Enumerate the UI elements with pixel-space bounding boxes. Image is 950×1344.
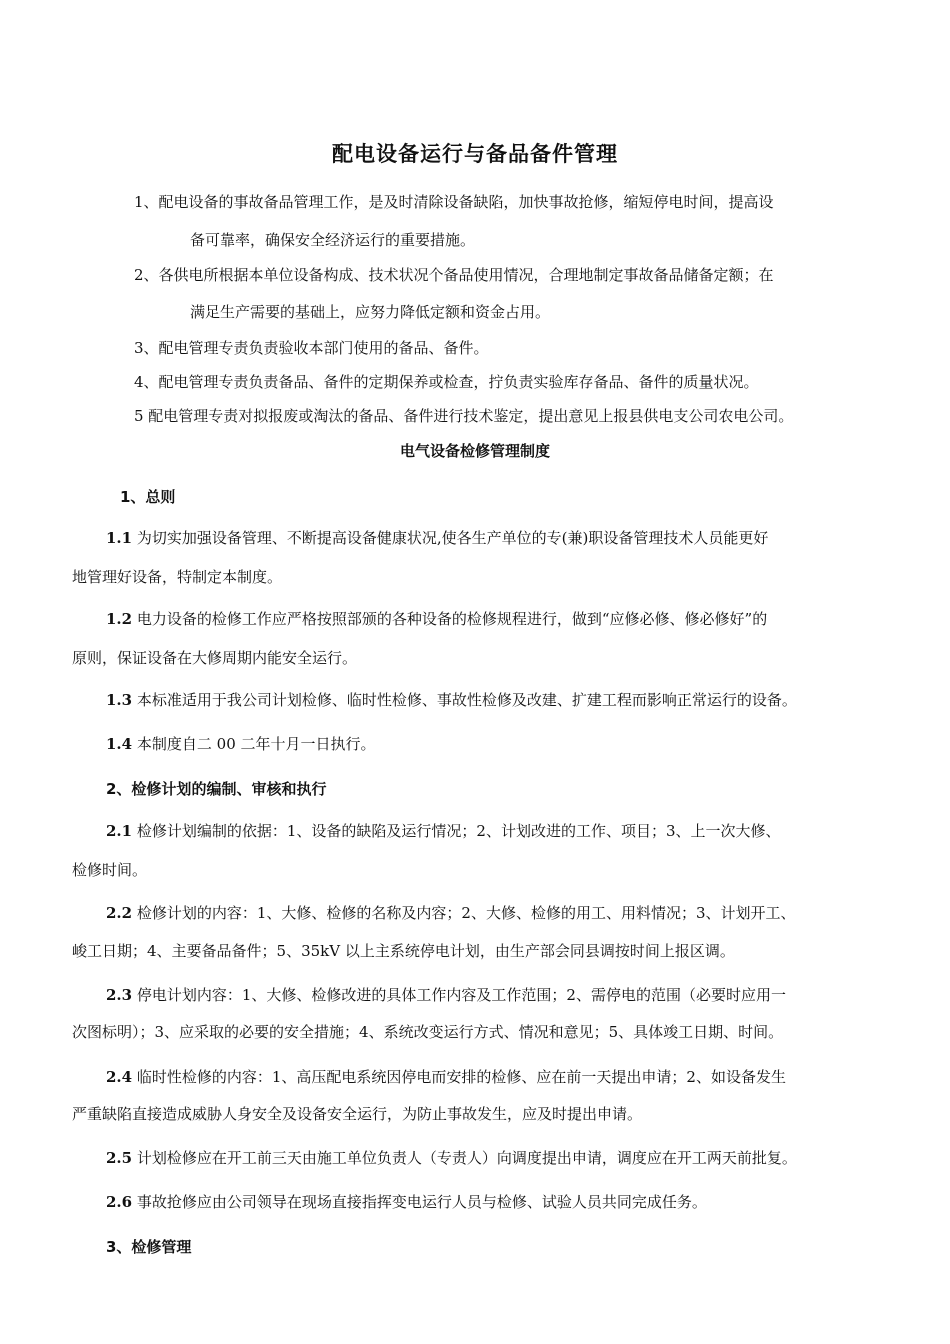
section-subtitle: 电气设备检修管理制度 xyxy=(399,442,550,460)
section-1-heading: 1、总则 xyxy=(120,488,176,506)
clause-text: 检修计划的内容：1、大修、检修的名称及内容；2、大修、检修的用工、用料情况；3、计划开工、 xyxy=(132,904,796,922)
clause-text: 停电计划内容：1、大修、检修改进的具体工作内容及工作范围；2、需停电的范围（必要时应用一 xyxy=(132,986,786,1004)
clause-number: 2.3 xyxy=(106,986,133,1004)
clause-text: 为切实加强设备管理、不断提高设备健康状况,使各生产单位的专(兼)职设备管理技术人员能更好 xyxy=(132,529,769,547)
clause-2-4-continued: 严重缺陷直接造成威胁人身安全及设备安全运行，为防止事故发生，应及时提出申请。 xyxy=(72,1105,643,1123)
clause-2-2-continued: 峻工日期；4、主要备品备件；5、35kV 以上主系统停电计划，由生产部会同县调按时间上报区调。 xyxy=(72,942,735,960)
clause-text: 电力设备的检修工作应严格按照部颁的各种设备的检修规程进行，做到“应修必修、修必修好”的 xyxy=(132,610,768,628)
clause-1-1-continued: 地管理好设备，特制定本制度。 xyxy=(72,568,283,586)
clause-2-5 xyxy=(106,1147,797,1169)
section-3-heading: 3、检修管理 xyxy=(106,1238,192,1256)
clause-2-6 xyxy=(106,1191,707,1213)
clause-number: 2.4 xyxy=(106,1068,133,1086)
clause-number: 2.2 xyxy=(106,904,133,922)
clause-2-1 xyxy=(106,820,781,842)
clause-2-3-continued: 次图标明）；3、应采取的必要的安全措施；4、系统改变运行方式、情况和意见；5、具体竣工日期、时间。 xyxy=(72,1023,784,1041)
clause-text: 事故抢修应由公司领导在现场直接指挥变电运行人员与检修、试验人员共同完成任务。 xyxy=(132,1193,707,1211)
spares-item-2-line-1: 2、各供电所根据本单位设备构成、技术状况个备品使用情况，合理地制定事故备品储备定额；在 xyxy=(134,266,774,284)
clause-1-2 xyxy=(106,608,767,630)
clause-number: 1.3 xyxy=(106,691,133,709)
spares-item-3: 3、配电管理专责负责验收本部门使用的备品、备件。 xyxy=(134,339,489,357)
spares-item-5: 5 配电管理专责对拟报废或淘汰的备品、备件进行技术鉴定，提出意见上报县供电支公司农电公司。 xyxy=(134,407,794,425)
section-2-heading: 2、检修计划的编制、审核和执行 xyxy=(106,780,327,798)
clause-text: 检修计划编制的依据：1、设备的缺陷及运行情况；2、计划改进的工作、项目；3、上一次大修、 xyxy=(132,822,781,840)
clause-2-3 xyxy=(106,984,786,1006)
clause-number: 2.1 xyxy=(106,822,133,840)
spares-item-1-line-2: 备可靠率，确保安全经济运行的重要措施。 xyxy=(190,231,476,249)
spares-item-1-line-1: 1、配电设备的事故备品管理工作，是及时清除设备缺陷，加快事故抢修，缩短停电时间，提高设 xyxy=(134,193,774,211)
clause-2-4 xyxy=(106,1066,786,1088)
clause-text: 临时性检修的内容：1、高压配电系统因停电而安排的检修、应在前一天提出申请；2、如设备发生 xyxy=(132,1068,786,1086)
clause-2-1-continued: 检修时间。 xyxy=(72,861,148,879)
clause-number: 2.6 xyxy=(106,1193,133,1211)
clause-number: 1.2 xyxy=(106,610,133,628)
document-title: 配电设备运行与备品备件管理 xyxy=(332,142,618,166)
clause-number: 1.1 xyxy=(106,529,133,547)
spares-item-2-line-2: 满足生产需要的基础上，应努力降低定额和资金占用。 xyxy=(190,303,551,321)
clause-text: 本标准适用于我公司计划检修、临时性检修、事故性检修及改建、扩建工程而影响正常运行的设备。 xyxy=(132,691,797,709)
clause-number: 1.4 xyxy=(106,735,133,753)
clause-2-2 xyxy=(106,902,796,924)
clause-text: 本制度自二 00 二年十月一日执行。 xyxy=(132,735,376,753)
clause-1-2-continued: 原则，保证设备在大修周期内能安全运行。 xyxy=(72,649,358,667)
clause-1-1 xyxy=(106,527,768,549)
clause-1-4 xyxy=(106,733,376,755)
clause-number: 2.5 xyxy=(106,1149,133,1167)
clause-text: 计划检修应在开工前三天由施工单位负责人（专责人）向调度提出申请，调度应在开工两天前批复。 xyxy=(132,1149,797,1167)
spares-item-4: 4、配电管理专责负责备品、备件的定期保养或检查，拧负责实验库存备品、备件的质量状况。 xyxy=(134,373,759,391)
clause-1-3 xyxy=(106,689,797,711)
